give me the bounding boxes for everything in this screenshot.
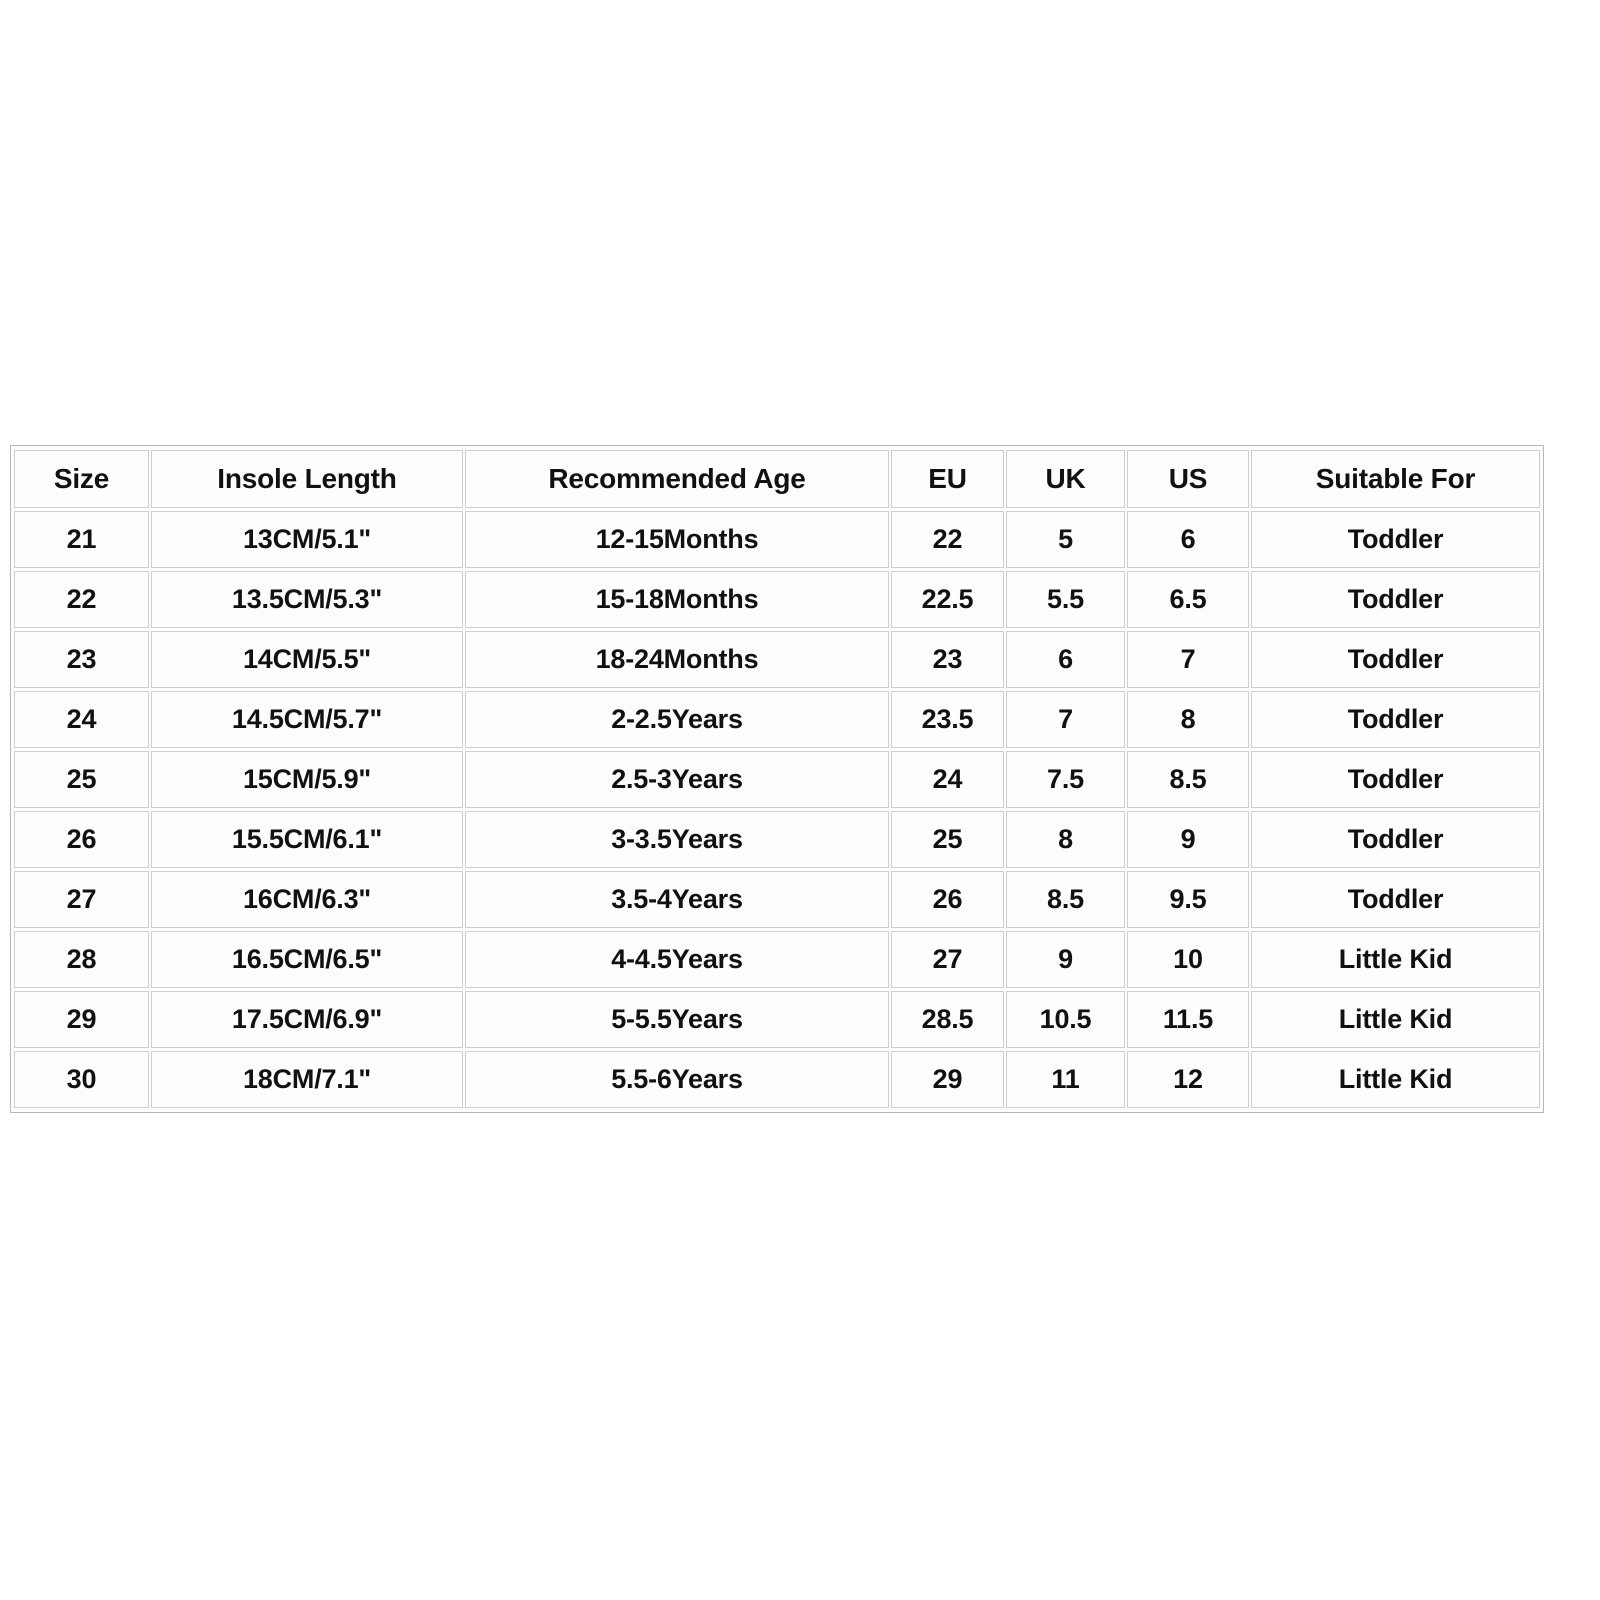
cell-uk: 5.5 bbox=[1006, 571, 1125, 628]
cell-age: 5-5.5Years bbox=[465, 991, 889, 1048]
cell-uk: 5 bbox=[1006, 511, 1125, 568]
cell-suitable: Toddler bbox=[1251, 571, 1540, 628]
size-chart-table bbox=[10, 445, 1544, 1113]
cell-suitable: Little Kid bbox=[1251, 931, 1540, 988]
column-header-size: Size bbox=[14, 450, 149, 508]
cell-us: 8 bbox=[1127, 691, 1249, 748]
cell-suitable: Little Kid bbox=[1251, 991, 1540, 1048]
cell-size: 22 bbox=[14, 571, 149, 628]
cell-insole: 13.5CM/5.3" bbox=[151, 571, 463, 628]
cell-eu: 22.5 bbox=[891, 571, 1004, 628]
cell-insole: 17.5CM/6.9" bbox=[151, 991, 463, 1048]
cell-us: 6 bbox=[1127, 511, 1249, 568]
cell-uk: 10.5 bbox=[1006, 991, 1125, 1048]
cell-suitable: Toddler bbox=[1251, 511, 1540, 568]
cell-eu: 28.5 bbox=[891, 991, 1004, 1048]
cell-insole: 14CM/5.5" bbox=[151, 631, 463, 688]
column-header-us: US bbox=[1127, 450, 1249, 508]
cell-age: 3-3.5Years bbox=[465, 811, 889, 868]
cell-uk: 11 bbox=[1006, 1051, 1125, 1108]
cell-insole: 18CM/7.1" bbox=[151, 1051, 463, 1108]
cell-insole: 16CM/6.3" bbox=[151, 871, 463, 928]
cell-suitable: Toddler bbox=[1251, 811, 1540, 868]
cell-eu: 26 bbox=[891, 871, 1004, 928]
cell-eu: 27 bbox=[891, 931, 1004, 988]
table-row bbox=[13, 750, 1541, 809]
cell-age: 12-15Months bbox=[465, 511, 889, 568]
cell-us: 10 bbox=[1127, 931, 1249, 988]
cell-insole: 13CM/5.1" bbox=[151, 511, 463, 568]
column-header-insole: Insole Length bbox=[151, 450, 463, 508]
table-row bbox=[13, 630, 1541, 689]
cell-suitable: Toddler bbox=[1251, 691, 1540, 748]
cell-age: 5.5-6Years bbox=[465, 1051, 889, 1108]
column-header-suitable: Suitable For bbox=[1251, 450, 1540, 508]
table-row bbox=[13, 870, 1541, 929]
cell-eu: 22 bbox=[891, 511, 1004, 568]
table-row bbox=[13, 930, 1541, 989]
table-row bbox=[13, 810, 1541, 869]
cell-size: 23 bbox=[14, 631, 149, 688]
cell-us: 7 bbox=[1127, 631, 1249, 688]
cell-uk: 9 bbox=[1006, 931, 1125, 988]
table-row bbox=[13, 570, 1541, 629]
cell-uk: 6 bbox=[1006, 631, 1125, 688]
cell-insole: 14.5CM/5.7" bbox=[151, 691, 463, 748]
cell-uk: 7 bbox=[1006, 691, 1125, 748]
cell-uk: 8 bbox=[1006, 811, 1125, 868]
cell-suitable: Toddler bbox=[1251, 871, 1540, 928]
cell-age: 4-4.5Years bbox=[465, 931, 889, 988]
cell-age: 15-18Months bbox=[465, 571, 889, 628]
cell-insole: 15.5CM/6.1" bbox=[151, 811, 463, 868]
cell-size: 28 bbox=[14, 931, 149, 988]
cell-insole: 16.5CM/6.5" bbox=[151, 931, 463, 988]
table-row bbox=[13, 510, 1541, 569]
cell-us: 8.5 bbox=[1127, 751, 1249, 808]
cell-size: 26 bbox=[14, 811, 149, 868]
table-row bbox=[13, 690, 1541, 749]
cell-size: 21 bbox=[14, 511, 149, 568]
cell-us: 11.5 bbox=[1127, 991, 1249, 1048]
column-header-eu: EU bbox=[891, 450, 1004, 508]
table-row bbox=[13, 1050, 1541, 1109]
cell-suitable: Toddler bbox=[1251, 751, 1540, 808]
column-header-age: Recommended Age bbox=[465, 450, 889, 508]
table-header-row bbox=[13, 449, 1541, 509]
cell-eu: 29 bbox=[891, 1051, 1004, 1108]
cell-us: 9.5 bbox=[1127, 871, 1249, 928]
table-row bbox=[13, 990, 1541, 1049]
cell-eu: 25 bbox=[891, 811, 1004, 868]
cell-age: 2-2.5Years bbox=[465, 691, 889, 748]
cell-uk: 8.5 bbox=[1006, 871, 1125, 928]
cell-insole: 15CM/5.9" bbox=[151, 751, 463, 808]
cell-size: 30 bbox=[14, 1051, 149, 1108]
cell-age: 3.5-4Years bbox=[465, 871, 889, 928]
cell-eu: 23.5 bbox=[891, 691, 1004, 748]
cell-size: 27 bbox=[14, 871, 149, 928]
cell-age: 2.5-3Years bbox=[465, 751, 889, 808]
cell-uk: 7.5 bbox=[1006, 751, 1125, 808]
cell-suitable: Little Kid bbox=[1251, 1051, 1540, 1108]
column-header-uk: UK bbox=[1006, 450, 1125, 508]
cell-eu: 23 bbox=[891, 631, 1004, 688]
cell-us: 6.5 bbox=[1127, 571, 1249, 628]
cell-age: 18-24Months bbox=[465, 631, 889, 688]
cell-us: 9 bbox=[1127, 811, 1249, 868]
cell-eu: 24 bbox=[891, 751, 1004, 808]
cell-size: 24 bbox=[14, 691, 149, 748]
cell-size: 25 bbox=[14, 751, 149, 808]
cell-us: 12 bbox=[1127, 1051, 1249, 1108]
cell-size: 29 bbox=[14, 991, 149, 1048]
cell-suitable: Toddler bbox=[1251, 631, 1540, 688]
